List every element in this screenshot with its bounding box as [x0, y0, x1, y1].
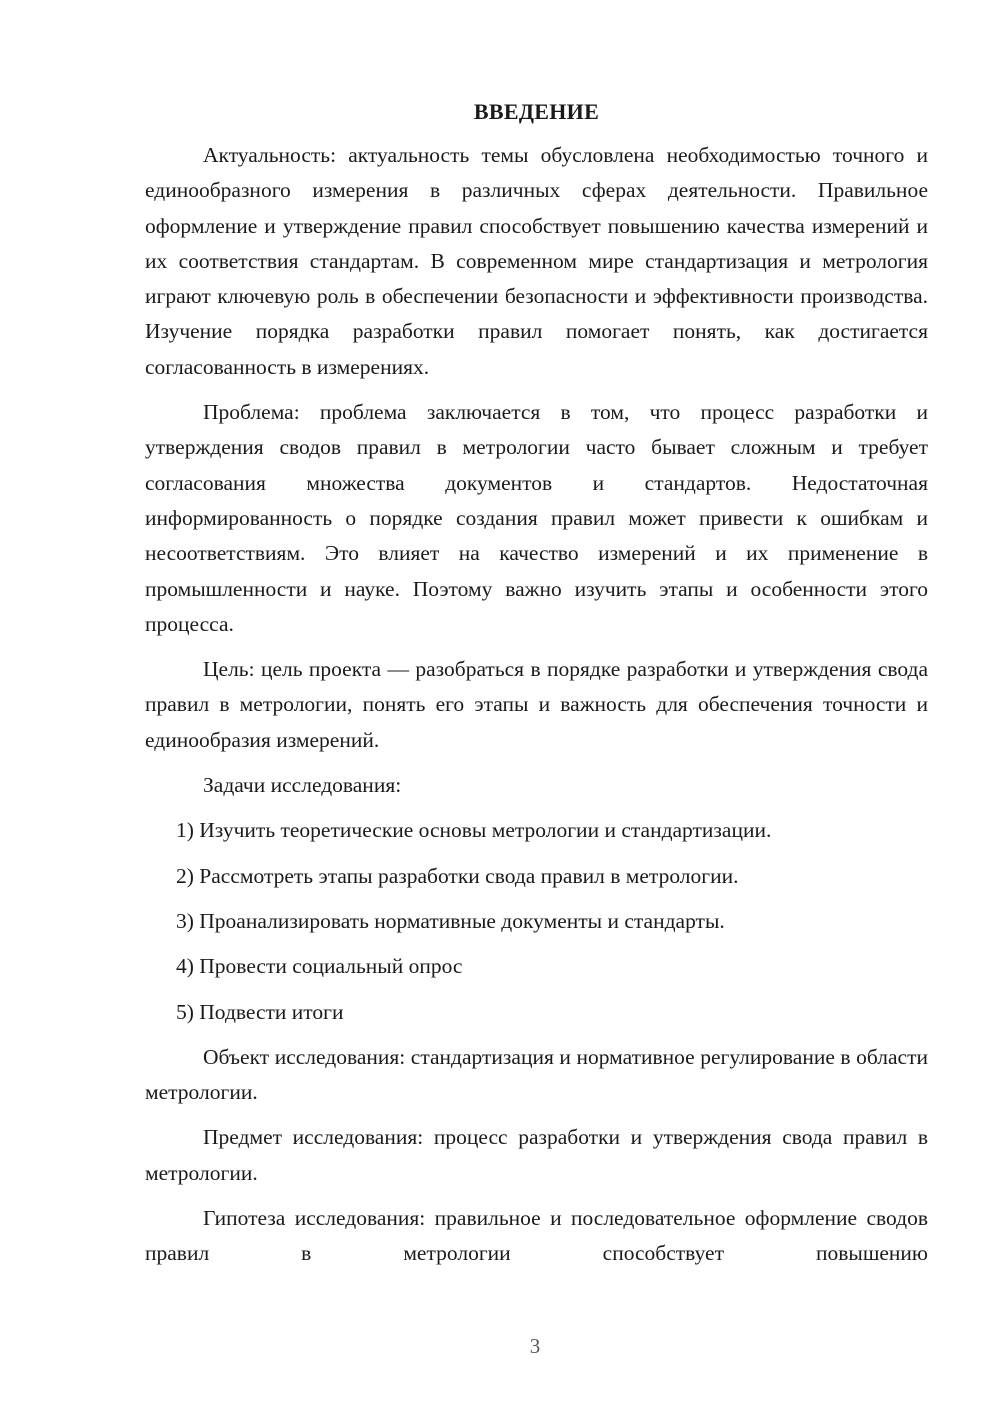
hypothesis-paragraph: Гипотеза исследования: правильное и последовательное оформление сводов правил в метрологии способствует повышению: [145, 1206, 928, 1266]
page-content: [145, 96, 928, 1282]
problem-paragraph: Проблема: проблема заключается в том, что процесс разработки и утверждения сводов правил в метрологии часто бывает сложным и требует согласования множества документов и стандартов. Недостаточная информированность о порядке создания правил может привести к ошибкам и несоответствиям. Это влияет на качество измерений и их применение в промышленности и науке. Поэтому важно изучить этапы и особенности этого процесса.: [145, 400, 928, 636]
task-item-3: 3) Проанализировать нормативные документы и стандарты.: [176, 908, 725, 933]
object-paragraph: Объект исследования: стандартизация и нормативное регулирование в области метрологии.: [145, 1044, 928, 1105]
task-item-4: 4) Провести социальный опрос: [176, 954, 463, 979]
relevance-paragraph: Актуальность: актуальность темы обусловлена необходимостью точного и единообразного измерения в различных сферах деятельности. Правильное оформление и утверждение правил способствует повышению качества измерений и их соответствия стандартам. В современном мире стандартизация и метрология играют ключевую роль в обеспечении безопасности и эффективности производства. Изучение порядка разработки правил помогает понять, как достигается согласованность в измерениях.: [145, 143, 928, 379]
tasks-list: [145, 813, 928, 1029]
page-number: 3: [529, 1334, 541, 1358]
goal-paragraph: Цель: цель проекта — разобраться в порядке разработки и утверждения свода правил в метрологии, понять его этапы и важность для обеспечения точности и единообразия измерений.: [145, 657, 928, 752]
task-item-5: 5) Подвести итоги: [176, 999, 344, 1024]
task-item-1: 1) Изучить теоретические основы метрологии и стандартизации.: [176, 818, 772, 843]
tasks-heading: Задачи исследования:: [203, 773, 402, 798]
section-title: ВВЕДЕНИЕ: [473, 99, 600, 124]
subject-paragraph: Предмет исследования: процесс разработки и утверждения свода правил в метрологии.: [145, 1125, 928, 1185]
task-item-2: 2) Рассмотреть этапы разработки свода правил в метрологии.: [176, 863, 739, 888]
